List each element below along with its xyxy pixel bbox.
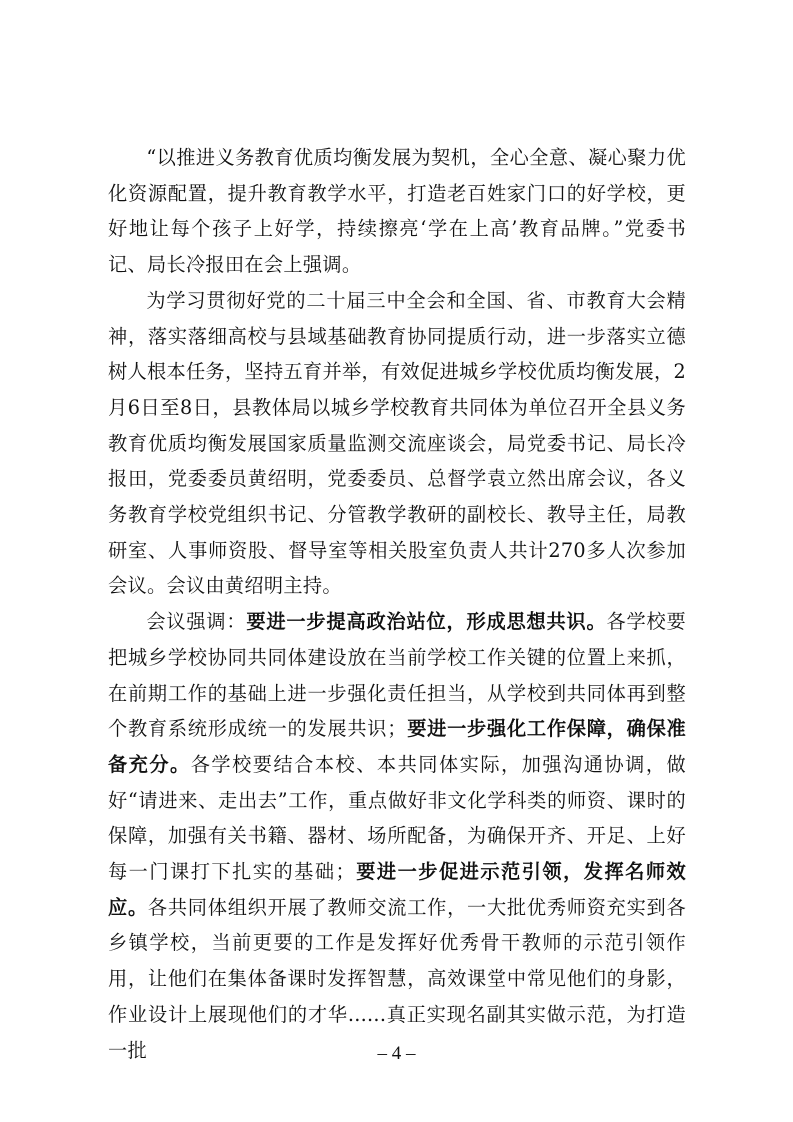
paragraph-quote-text: “以推进义务教育优质均衡发展为契机，全心全意、凝心聚力优化资源配置，提升教育教学水平，打造老百姓家门口的好学校，更好地让每个孩子上好学，持续擦亮‘学在上高’教育品牌。”党委书记、局长冷报田在会上强调。 — [108, 146, 686, 277]
emphasis-point-1: 要进一步提高政治站位，形成思想共识。 — [246, 610, 607, 634]
paragraph-meeting-emphasis — [108, 604, 686, 1068]
emphasis-point-2: 要进一步强化工作保障，确保准备充分。 — [108, 717, 687, 776]
emphasis-intro: 会议强调： — [146, 610, 247, 634]
paragraph-meeting-info-text: 为学习贯彻好党的二十届三中全会和全国、省、市教育大会精神，落实落细高校与县域基础教育协同提质行动，进一步落实立德树人根本任务，坚持五育并举，有效促进城乡学校优质均衡发展，2月6日至8日，县教体局以城乡学校教育共同体为单位召开全县义务教育优质均衡发展国家质量监测交流座谈会，局党委书记、局长冷报田，党委委员黄绍明，党委委员、总督学袁立然出席会议，各义务教育学校党组织书记、分管教学教研的副校长、教导主任，局教研室、人事师资股、督导室等相关股室负责人共计270多人次参加会议。会议由黄绍明主持。 — [108, 288, 686, 598]
emphasis-detail-3: 各共同体组织开展了教师交流工作，一大批优秀师资充实到各乡镇学校，当前更要的工作是发挥好优秀骨干教师的示范引领作用，让他们在集体备课时发挥智慧，高效课堂中常见他们的身影，作业设计上展现他们的才华......真正实现名副其实做示范，为打造一批 — [108, 895, 686, 1062]
body-text — [108, 140, 686, 1068]
emphasis-detail-1: 各学校要把城乡学校协同共同体建设放在当前学校工作关键的位置上来抓，在前期工作的基础上进一步强化责任担当，从学校到共同体再到整个教育系统形成统一的发展共识； — [108, 610, 687, 741]
emphasis-point-3: 要进一步促进示范引领，发挥名师效应。 — [108, 860, 686, 919]
emphasis-detail-2: 各学校要结合本校、本共同体实际，加强沟通协调，做好“请进来、走出去”工作，重点做好非文化学科类的师资、课时的保障，加强有关书籍、器材、场所配备，为确保开齐、开足、上好每一门课打下扎实的基础； — [108, 752, 687, 884]
page-number: – 4 – — [377, 1043, 416, 1064]
paragraph-meeting-info — [108, 283, 686, 604]
paragraph-quote — [108, 140, 686, 283]
